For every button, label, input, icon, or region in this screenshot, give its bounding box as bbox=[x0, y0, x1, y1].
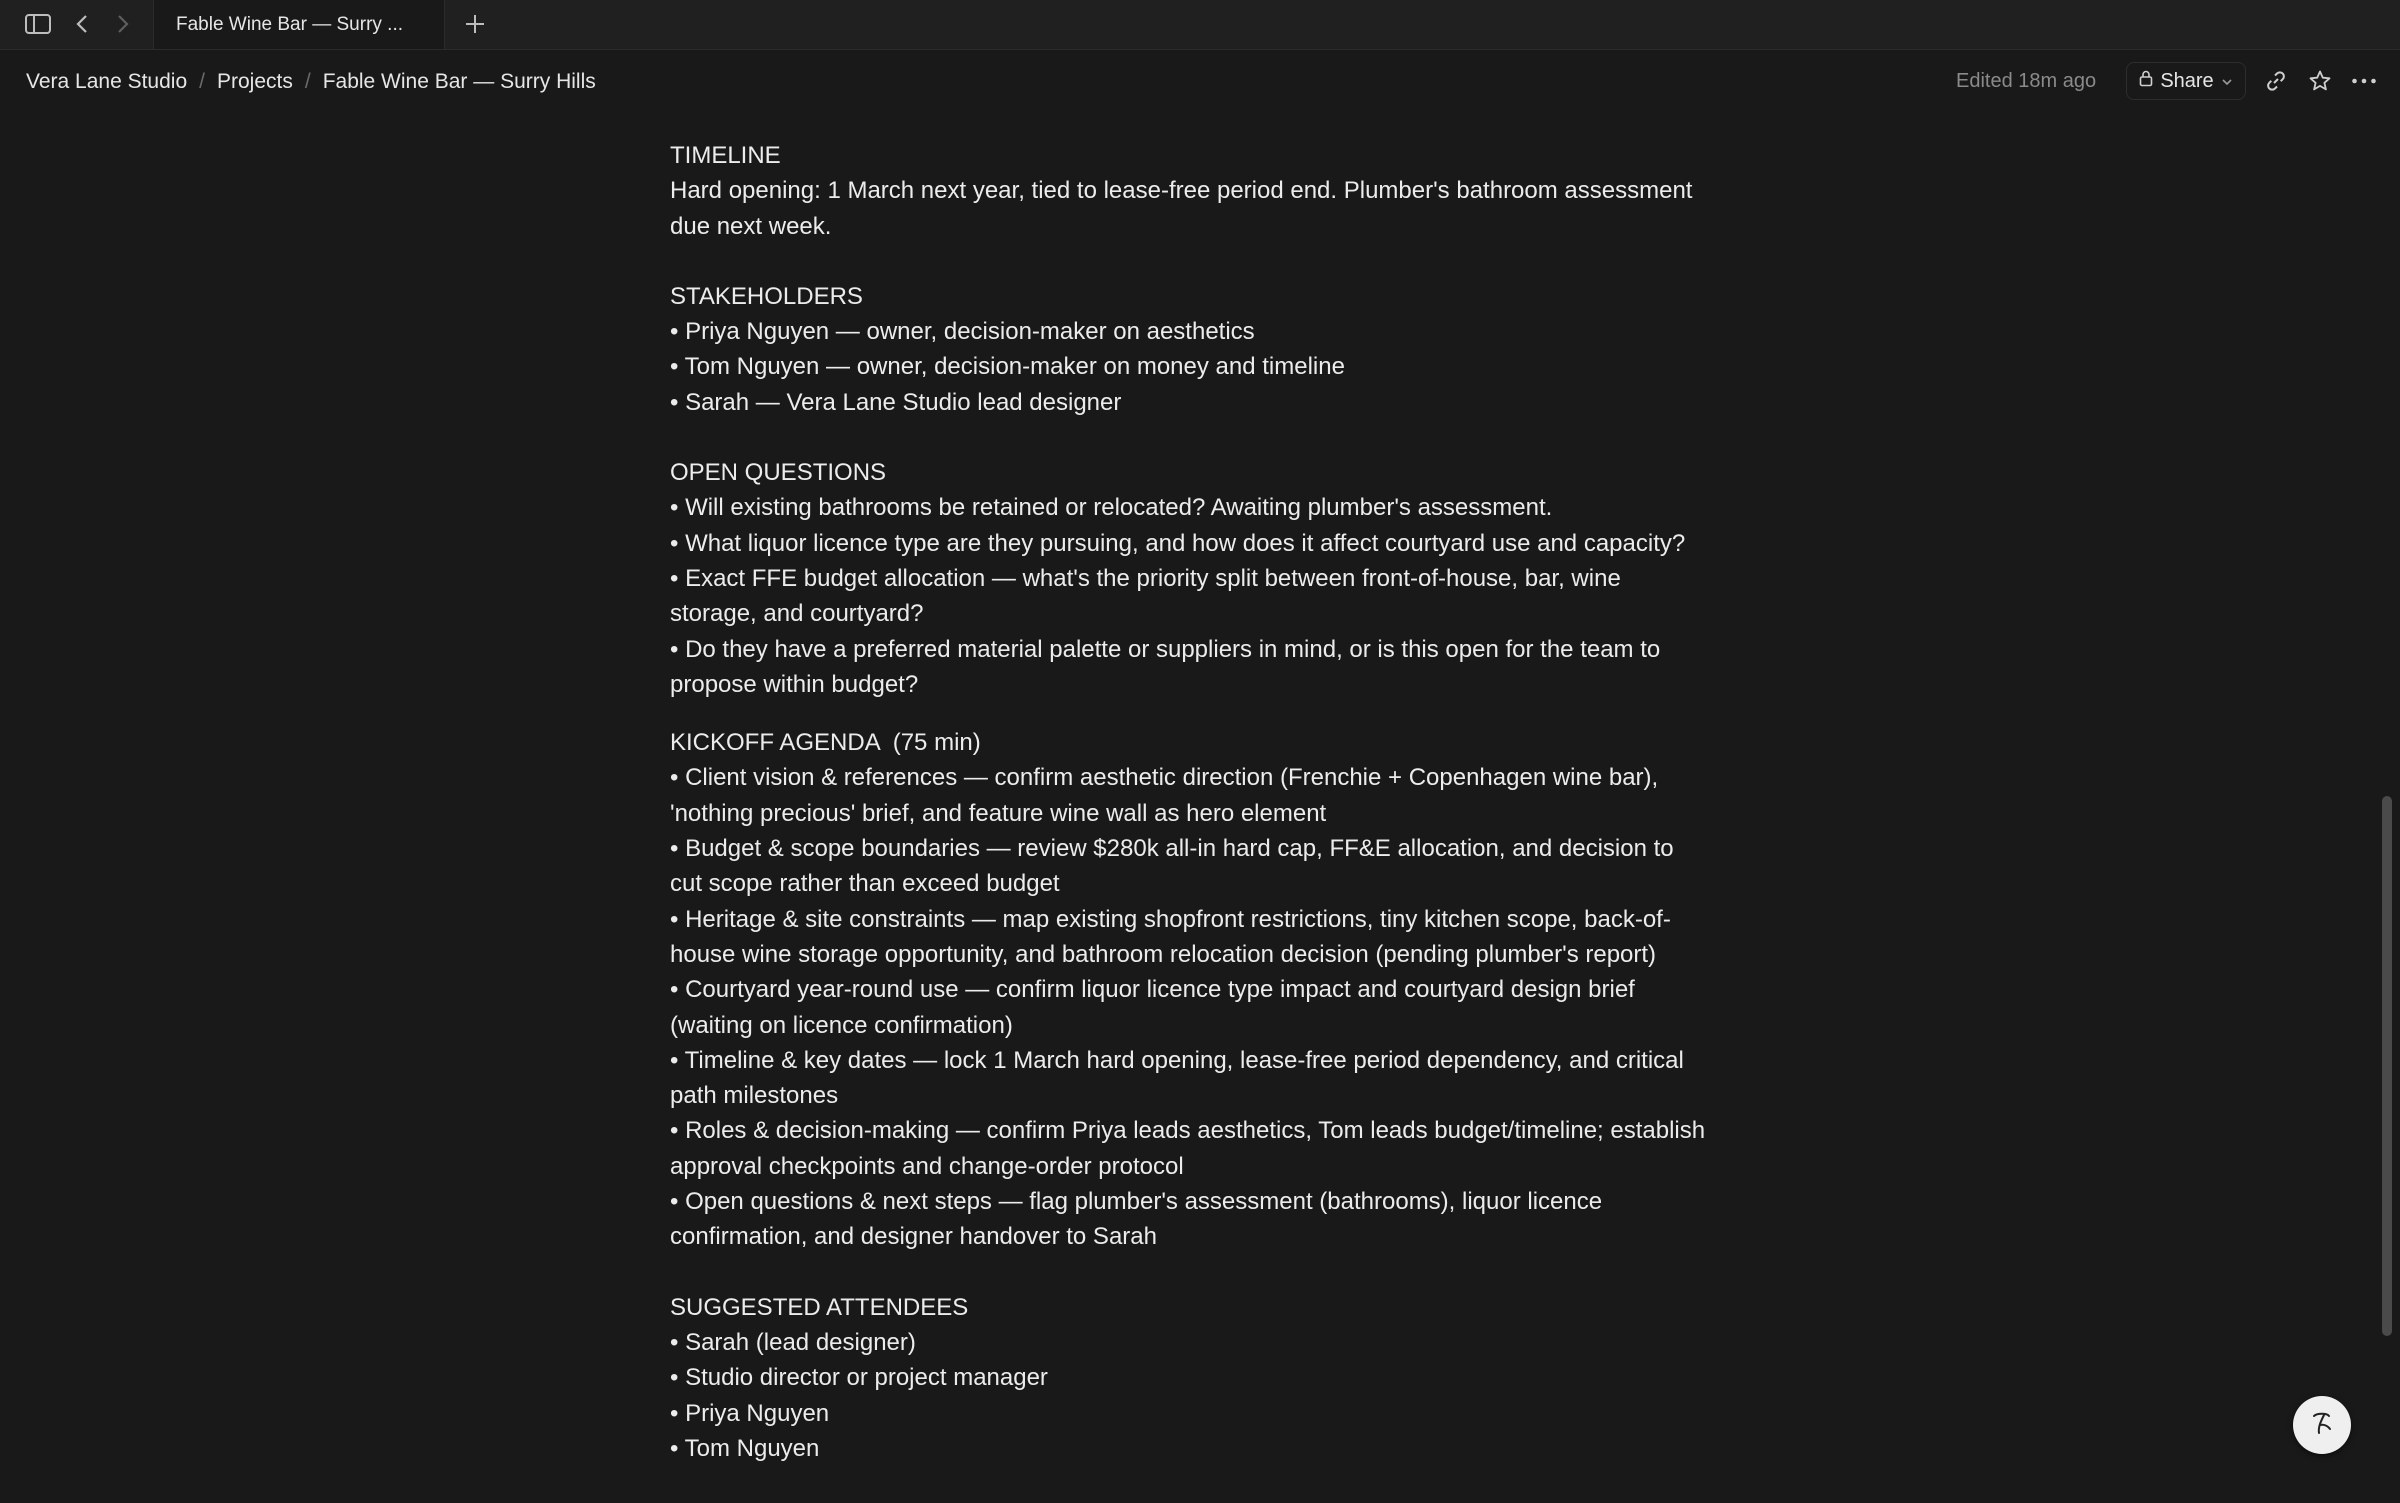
list-item: • Timeline & key dates — lock 1 March hard opening, lease-free period dependency, and critical path milestones bbox=[670, 1046, 1684, 1110]
list-item: • Open questions & next steps — flag plumber's assessment (bathrooms), liquor licence confirmation, and designer handover to Sarah bbox=[670, 1188, 1603, 1251]
breadcrumb bbox=[26, 70, 596, 94]
breadcrumb-workspace[interactable]: Vera Lane Studio bbox=[26, 70, 188, 93]
section-stakeholders bbox=[670, 279, 1710, 420]
tab-title: Fable Wine Bar — Surry ... bbox=[176, 14, 404, 35]
chevron-right-icon[interactable] bbox=[108, 9, 138, 39]
breadcrumb-current-page[interactable]: Fable Wine Bar — Surry Hills bbox=[322, 70, 596, 93]
sidebar-toggle-icon[interactable] bbox=[23, 9, 53, 39]
section-open-questions bbox=[670, 455, 1710, 702]
share-button[interactable] bbox=[2126, 62, 2246, 100]
section-kickoff-agenda bbox=[670, 725, 1710, 1254]
list-item: • Courtyard year-round use — confirm liquor licence type impact and courtyard design brief (waiting on licence confirmation) bbox=[670, 976, 1635, 1039]
tab-bar bbox=[0, 0, 2400, 50]
section-timeline bbox=[670, 138, 1710, 244]
list-item: • Do they have a preferred material palette or suppliers in mind, or is this open for the team to propose within budget? bbox=[670, 635, 1661, 698]
list-item: • Tom Nguyen — owner, decision-maker on money and timeline bbox=[670, 353, 1345, 381]
section-heading: OPEN QUESTIONS bbox=[670, 459, 887, 487]
list-item: • Sarah — Vera Lane Studio lead designer bbox=[670, 388, 1122, 416]
plus-icon[interactable] bbox=[460, 9, 490, 39]
help-button[interactable] bbox=[2293, 1396, 2351, 1454]
section-suggested-attendees bbox=[670, 1290, 1710, 1466]
share-label: Share bbox=[2160, 69, 2214, 92]
breadcrumb-separator: / bbox=[199, 70, 205, 93]
page-header bbox=[0, 50, 2400, 114]
help-icon bbox=[2305, 1406, 2339, 1445]
list-item: • Priya Nguyen — owner, decision-maker on aesthetics bbox=[670, 318, 1255, 346]
breadcrumb-projects[interactable]: Projects bbox=[216, 70, 293, 93]
section-heading: SUGGESTED ATTENDEES bbox=[670, 1293, 969, 1321]
chevron-left-icon[interactable] bbox=[67, 9, 97, 39]
section-heading: KICKOFF AGENDA (75 min) bbox=[670, 729, 981, 757]
list-item: • Tom Nguyen bbox=[670, 1434, 820, 1462]
section-heading: STAKEHOLDERS bbox=[670, 282, 863, 310]
link-icon[interactable] bbox=[2259, 64, 2293, 98]
list-item: • Studio director or project manager bbox=[670, 1364, 1048, 1392]
lock-icon bbox=[2139, 69, 2153, 93]
list-item: • Sarah (lead designer) bbox=[670, 1328, 916, 1356]
document-body[interactable] bbox=[670, 138, 1710, 1466]
chevron-down-icon bbox=[2221, 70, 2233, 93]
more-horizontal-icon[interactable] bbox=[2347, 64, 2381, 98]
list-item: • Will existing bathrooms be retained or relocated? Awaiting plumber's assessment. bbox=[670, 494, 1553, 522]
list-item: • Roles & decision-making — confirm Priya leads aesthetics, Tom leads budget/timeline; establish approval checkpoints and change-order protocol bbox=[670, 1117, 1706, 1180]
list-item: • Exact FFE budget allocation — what's the priority split between front-of-house, bar, wine storage, and courtyard? bbox=[670, 564, 1621, 628]
star-icon[interactable] bbox=[2303, 64, 2337, 98]
list-item: Hard opening: 1 March next year, tied to lease-free period end. Plumber's bathroom assessment due next week. bbox=[670, 177, 1693, 240]
breadcrumb-separator: / bbox=[304, 70, 311, 93]
section-heading: TIMELINE bbox=[670, 142, 781, 169]
list-item: • Heritage & site constraints — map existing shopfront restrictions, tiny kitchen scope, back-of-house wine storage opportunity, and bathroom relocation decision (pending plumber's report) bbox=[670, 905, 1671, 968]
list-item: • What liquor licence type are they pursuing, and how does it affect courtyard use and capacity? bbox=[670, 529, 1686, 557]
scrollbar-thumb[interactable] bbox=[2382, 796, 2392, 1336]
edited-timestamp: Edited 18m ago bbox=[1956, 70, 2097, 92]
list-item: • Client vision & references — confirm aesthetic direction (Frenchie + Copenhagen wine bar), 'nothing precious' brief, and feature wine wall as hero element bbox=[670, 764, 1659, 827]
list-item: • Budget & scope boundaries — review $280k all-in hard cap, FF&E allocation, and decision to cut scope rather than exceed budget bbox=[670, 835, 1674, 898]
tab-fable-wine-bar[interactable] bbox=[153, 0, 445, 49]
list-item: • Priya Nguyen bbox=[670, 1399, 830, 1427]
